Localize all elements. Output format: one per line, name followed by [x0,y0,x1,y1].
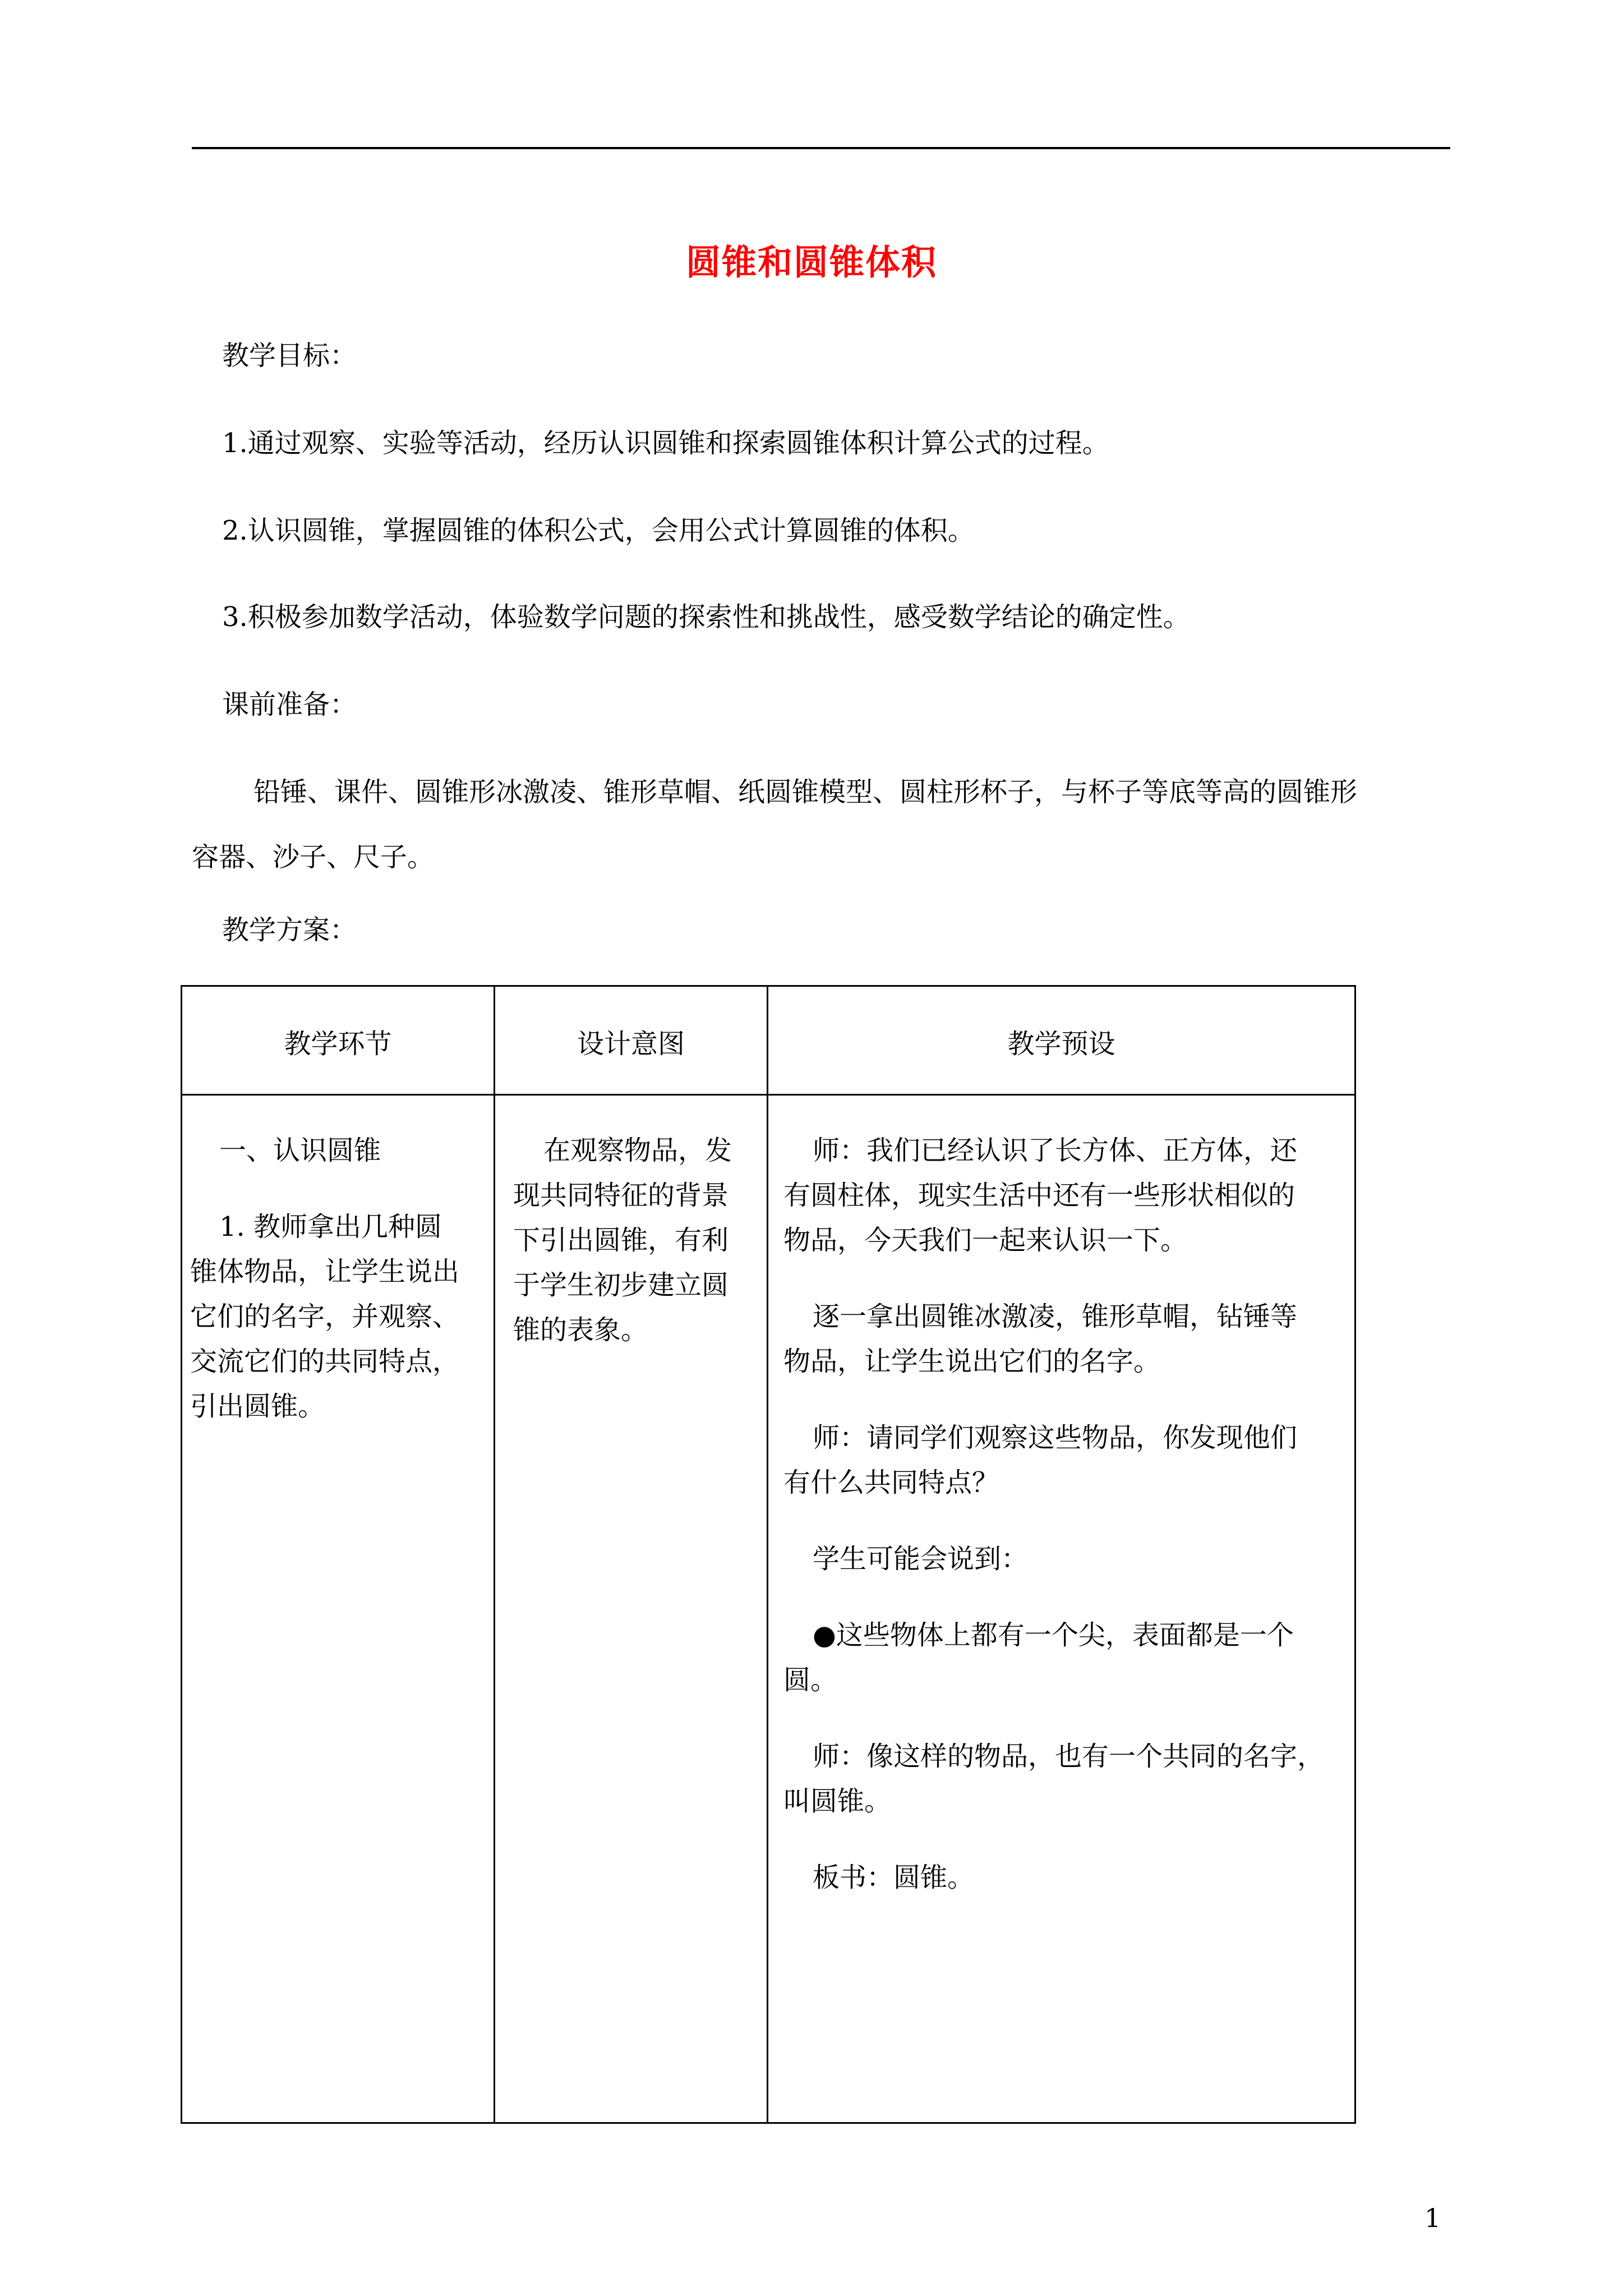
objective-2: 2.认识圆锥，掌握圆锥的体积公式，会用公式计算圆锥的体积。 [222,515,975,546]
design-intent-cell [513,1128,754,1384]
preset-paragraph [783,1536,1344,1581]
page-number: 1 [1424,2203,1441,2233]
preset-line: 叫圆锥。 [783,1786,892,1817]
stage-item-line: 引出圆锥。 [190,1391,325,1422]
intent-line: 于学生初步建立圆 [513,1269,729,1301]
preset-line: 有什么共同特点？ [783,1467,999,1498]
objective-1: 1.通过观察、实验等活动，经历认识圆锥和探索圆锥体积计算公式的过程。 [222,427,1109,459]
preset-line: 师：我们已经认识了长方体、正方体，还 [813,1135,1298,1166]
preset-line: 板书：圆锥。 [813,1862,975,1893]
document-title: 圆锥和圆锥体积 [685,242,937,283]
intent-line: 在观察物品，发 [543,1135,732,1166]
stage-item-line: 它们的名字，并观察、 [190,1301,460,1332]
plan-heading: 教学方案： [222,914,357,946]
table-divider [767,987,768,2122]
teaching-preset-cell [783,1128,1344,1931]
preset-paragraph [783,1613,1344,1703]
header-design-intent: 设计意图 [577,1028,685,1060]
preset-line: 物品，今天我们一起来认识一下。 [783,1225,1188,1256]
preset-line: 学生可能会说到： [813,1543,1029,1575]
header-rule [192,147,1450,149]
intent-line: 下引出圆锥，有利 [513,1225,729,1256]
preset-paragraph [783,1294,1344,1384]
table-divider [494,987,495,2122]
stage-section-title: 一、认识圆锥 [219,1135,381,1166]
preparation-line-1: 铅锤、课件、圆锥形冰激凌、锥形草帽、纸圆锥模型、圆柱形杯子，与杯子等底等高的圆锥形 [253,776,1358,808]
stage-item-line: 交流它们的共同特点， [190,1346,460,1377]
preset-paragraph [783,1128,1344,1263]
preset-line: 物品，让学生说出它们的名字。 [783,1346,1161,1377]
preparation-line-2: 容器、沙子、尺子。 [192,841,435,873]
stage-item-line: 锥体物品，让学生说出 [190,1256,460,1287]
teaching-plan-table [181,985,1356,2124]
preset-paragraph [783,1415,1344,1505]
header-teaching-preset: 教学预设 [1007,1028,1115,1060]
objective-3: 3.积极参加数学活动，体验数学问题的探索性和挑战性，感受数学结论的确定性。 [222,601,1190,633]
preset-line: 逐一拿出圆锥冰激凌，锥形草帽，钻锤等 [813,1301,1298,1332]
preparation-heading: 课前准备： [222,689,357,720]
stage-item-line: 1. 教师拿出几种圆 [219,1211,442,1243]
preset-paragraph [783,1855,1344,1900]
preset-paragraph [783,1734,1344,1824]
preset-line: 师：像这样的物品，也有一个共同的名字， [813,1741,1325,1772]
objectives-heading: 教学目标： [222,340,357,371]
intent-line: 现共同特征的背景 [513,1180,729,1211]
intent-line: 锥的表象。 [513,1314,648,1346]
preset-line: 师：请同学们观察这些物品，你发现他们 [813,1422,1298,1453]
preset-line: 圆。 [783,1664,838,1696]
preset-line: ●这些物体上都有一个尖，表面都是一个 [813,1619,1294,1651]
preset-line: 有圆柱体，现实生活中还有一些形状相似的 [783,1180,1295,1211]
header-teaching-stage: 教学环节 [284,1028,392,1060]
stage-cell [190,1128,483,1460]
